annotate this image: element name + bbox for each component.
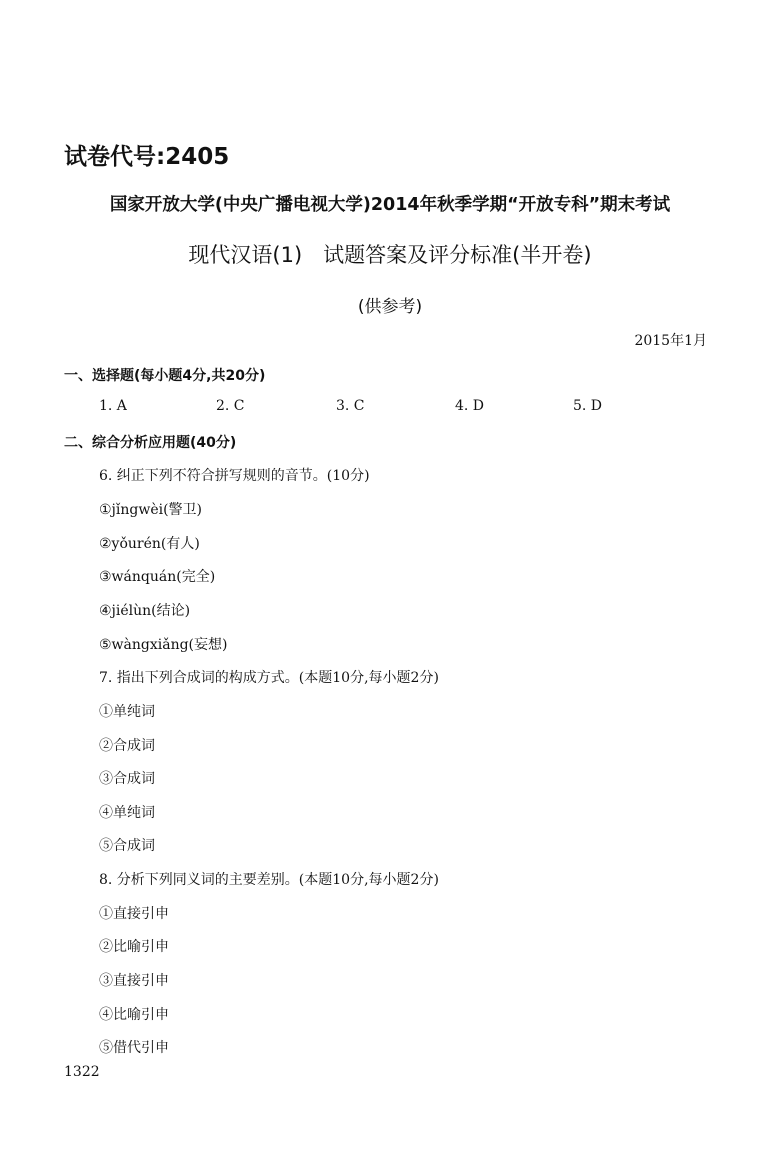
section-1-heading: 一、选择题(每小题4分,共20分) (64, 368, 266, 384)
q7-answer-item: ③合成词 (99, 771, 155, 787)
q8-answer-item: ②比喻引申 (99, 939, 169, 955)
choice-answer: 4. D (455, 398, 485, 414)
question-8-prompt: 8. 分析下列同义词的主要差别。(本题10分,每小题2分) (99, 872, 439, 888)
date: 2015年1月 (634, 333, 707, 349)
q7-answer-item: ⑤合成词 (99, 838, 155, 854)
choice-answer: 5. D (573, 398, 603, 414)
q8-answer-item: ⑤借代引申 (99, 1040, 169, 1056)
document-title: 现代汉语(1) 试题答案及评分标准(半开卷) (188, 243, 592, 267)
reference-note: (供参考) (357, 297, 423, 317)
q6-answer-item: ③wánquán(完全) (99, 569, 216, 585)
q6-answer-item: ⑤wàngxiǎng(妄想) (99, 637, 228, 653)
q7-answer-item: ②合成词 (99, 738, 155, 754)
choice-answer: 2. C (216, 398, 245, 414)
q6-answer-item: ②yǒurén(有人) (99, 536, 200, 552)
q7-answer-item: ①单纯词 (99, 704, 155, 720)
q8-answer-item: ④比喻引申 (99, 1007, 169, 1023)
q8-answer-item: ①直接引申 (99, 906, 169, 922)
question-6-prompt: 6. 纠正下列不符合拼写规则的音节。(10分) (99, 468, 370, 484)
university-exam-line: 国家开放大学(中央广播电视大学)2014年秋季学期“开放专科”期末考试 (109, 195, 671, 215)
q6-answer-item: ④jiélùn(结论) (99, 603, 191, 619)
page-number: 1322 (64, 1064, 100, 1080)
q6-answer-item: ①jǐngwèi(警卫) (99, 502, 203, 518)
q8-answer-item: ③直接引申 (99, 973, 169, 989)
choice-answer: 3. C (336, 398, 365, 414)
section-2-heading: 二、综合分析应用题(40分) (64, 435, 237, 451)
q7-answer-item: ④单纯词 (99, 805, 155, 821)
paper-code: 试卷代号:2405 (64, 144, 230, 170)
question-7-prompt: 7. 指出下列合成词的构成方式。(本题10分,每小题2分) (99, 670, 439, 686)
choice-answer: 1. A (99, 398, 127, 414)
